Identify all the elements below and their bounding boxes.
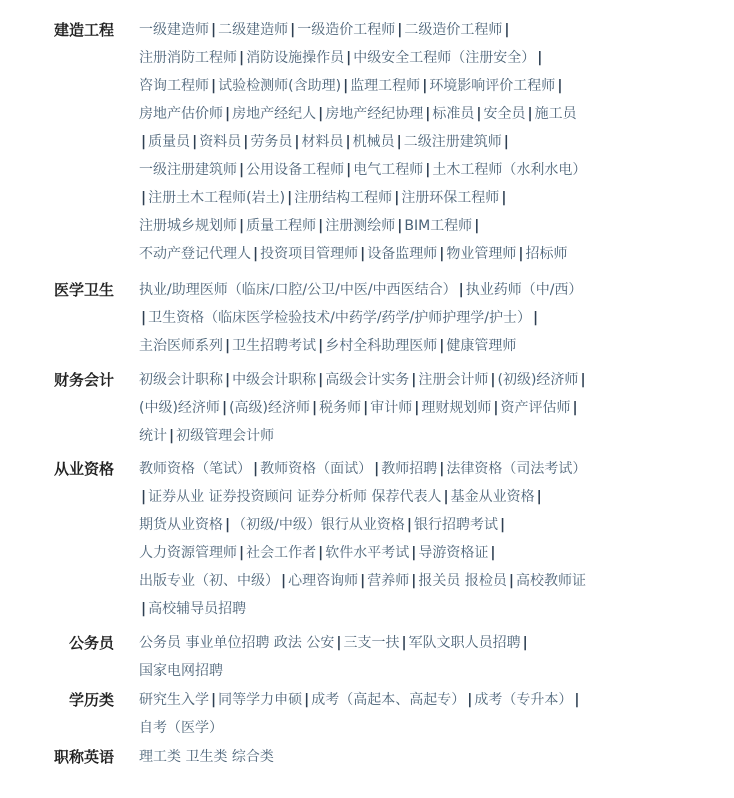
link-separator: | [574,692,580,708]
exam-link[interactable]: 公用设备工程师 [246,162,345,178]
link-separator: | [318,545,324,561]
link-separator: | [253,461,259,477]
category-heading: 公务员 [68,634,114,652]
link-separator: | [253,246,259,262]
exam-link[interactable]: 国家电网招聘 [139,663,223,679]
category-heading: 财务会计 [53,371,114,389]
link-separator: | [411,545,417,561]
category-heading: 医学卫生 [53,281,114,299]
exam-link[interactable]: 环境影响评价工程师 [429,78,556,94]
link-separator: | [346,50,352,66]
exam-link[interactable]: 注册城乡规划师 [139,218,237,234]
link-separator: | [211,22,217,38]
link-separator: | [504,22,510,38]
exam-link[interactable]: 高校辅导员招聘 [148,601,247,617]
category-link-row [139,336,516,356]
link-separator: | [411,372,417,388]
category-link-row [139,515,507,535]
exam-link[interactable]: 设备监理师 [367,246,438,262]
category-link-row [139,104,577,124]
link-separator: | [211,78,217,94]
exam-link[interactable]: 高校教师证 [515,573,586,589]
category-link-row [139,132,511,152]
category-link-row [139,160,586,180]
link-separator: | [374,461,380,477]
link-separator: | [225,372,231,388]
exam-link[interactable]: 报关员 报检员 [418,573,507,589]
exam-link[interactable]: 咨询工程师 [139,78,209,94]
link-separator: | [243,134,249,150]
category-link-row [139,690,582,710]
link-separator: | [536,489,542,505]
link-separator: | [508,573,514,589]
category-link-row [139,633,530,653]
exam-link[interactable]: 中级安全工程师（注册安全） [353,50,536,66]
exam-link[interactable]: 物业管理师 [446,246,517,262]
link-separator: | [239,50,245,66]
link-separator: | [225,517,231,533]
link-separator: | [192,134,198,150]
link-separator: | [312,400,318,416]
category-link-row [139,370,588,390]
exam-link[interactable]: 劳务员 [250,134,293,150]
exam-link[interactable]: 监理工程师 [350,78,421,94]
link-separator: | [580,372,586,388]
link-separator: | [490,545,496,561]
exam-link[interactable]: 二级建造师 [218,22,289,38]
link-separator: | [394,190,400,206]
exam-link[interactable]: 健康管理师 [446,338,517,354]
link-separator: | [493,400,499,416]
exam-link[interactable]: 软件水平考试 [325,545,410,561]
exam-link[interactable]: 二级造价工程师 [404,22,503,38]
exam-link[interactable]: 资产评估师 [500,400,571,416]
link-separator: | [490,372,496,388]
link-separator: | [304,692,310,708]
exam-link[interactable]: (中级)经济师 [139,400,220,416]
link-separator: | [141,190,147,206]
exam-link[interactable]: 理工类 卫生类 综合类 [139,749,274,765]
exam-link[interactable]: 出版专业（初、中级） [139,573,279,589]
exam-link[interactable]: 期货从业资格 [139,517,223,533]
exam-link[interactable]: 注册测绘师 [325,218,396,234]
exam-link[interactable]: 标准员 [432,106,475,122]
category-link-row [139,426,274,446]
exam-link[interactable]: 一级注册建筑师 [139,162,237,178]
exam-link[interactable]: 招标师 [525,246,568,262]
link-separator: | [411,573,417,589]
exam-link[interactable]: 法律资格（司法考试） [446,461,587,477]
link-separator: | [239,545,245,561]
category-link-row [139,216,481,236]
exam-link[interactable]: (高级)经济师 [229,400,310,416]
exam-link[interactable]: 注册结构工程师 [294,190,393,206]
exam-link[interactable]: 社会工作者 [246,545,317,561]
link-separator: | [499,517,506,533]
exam-link[interactable]: 军队文职人员招聘 [408,635,521,651]
exam-link[interactable]: 消防设施操作员 [246,50,345,66]
exam-link[interactable]: 自考（医学） [139,720,223,736]
link-separator: | [141,310,147,326]
link-separator: | [336,635,342,651]
category-link-row [139,661,223,681]
category-heading: 从业资格 [53,460,114,478]
category-link-row [139,718,223,738]
link-separator: | [557,78,563,94]
category-link-row [139,571,586,591]
exam-link[interactable]: 一级建造师 [139,22,209,38]
category-link-row [139,487,544,507]
exam-link[interactable]: 税务师 [319,400,362,416]
link-separator: | [527,106,533,122]
exam-link[interactable]: 注册环保工程师 [401,190,500,206]
link-separator: | [439,461,445,477]
exam-link[interactable]: 电气工程师 [353,162,424,178]
link-separator: | [318,372,324,388]
category-link-row [139,48,544,68]
exam-link[interactable]: 质量工程师 [246,218,317,234]
exam-link[interactable]: 执业/助理医师（临床/口腔/公卫/中医/中西医结合） [139,282,457,298]
exam-link[interactable]: 土木工程师（水利水电） [432,162,587,178]
link-separator: | [501,190,507,206]
exam-link[interactable]: 房地产经纪人 [232,106,317,122]
link-separator: | [439,246,445,262]
link-separator: | [522,635,528,651]
exam-link[interactable]: 成考（专升本） [474,692,573,708]
link-separator: | [318,106,324,122]
category-heading: 职称英语 [53,748,114,766]
exam-link[interactable]: 卫生资格（临床医学检验技术/中药学/药学/护师护理学/护士） [148,310,531,326]
link-separator: | [318,218,324,234]
exam-link[interactable]: 材料员 [301,134,344,150]
exam-link[interactable]: 安全员 [483,106,526,122]
link-separator: | [169,428,175,444]
link-separator: | [343,78,349,94]
exam-link[interactable]: 中级会计职称 [232,372,317,388]
link-separator: | [360,573,366,589]
link-separator: | [476,106,482,122]
exam-link[interactable]: 人力资源管理师 [139,545,237,561]
link-separator: | [503,134,509,150]
link-separator: | [397,218,403,234]
category-heading: 学历类 [68,691,114,709]
link-separator: | [518,246,524,262]
link-separator: | [141,134,147,150]
exam-link[interactable]: 资料员 [199,134,242,150]
exam-link[interactable]: 心理咨询师 [288,573,359,589]
category-link-row [139,280,582,300]
link-separator: | [401,635,407,651]
exam-link[interactable]: 理财规划师 [421,400,492,416]
exam-link[interactable]: 公务员 事业单位招聘 政法 公安 [139,635,335,651]
exam-link[interactable]: 证券从业 证券投资顾问 证券分析师 保荐代表人 [148,489,442,505]
exam-link[interactable]: 三支一扶 [343,635,400,651]
link-separator: | [572,400,578,416]
category-link-row [139,188,508,208]
link-separator: | [439,338,445,354]
exam-link[interactable]: 试验检测师(含助理) [218,78,342,94]
exam-link[interactable]: 卫生招聘考试 [232,338,317,354]
link-separator: | [406,517,412,533]
link-separator: | [211,692,217,708]
link-separator: | [396,134,402,150]
link-separator: | [360,246,366,262]
category-link-row [139,76,564,96]
category-heading: 建造工程 [53,21,114,39]
exam-link[interactable]: 教师招聘 [381,461,438,477]
link-separator: | [397,22,403,38]
exam-link[interactable]: 教师资格（面试） [260,461,373,477]
link-separator: | [294,134,300,150]
exam-link[interactable]: 不动产登记代理人 [139,246,251,262]
exam-link[interactable]: 主治医师系列 [139,338,223,354]
link-separator: | [225,338,231,354]
exam-link[interactable]: 机械员 [352,134,395,150]
link-separator: | [363,400,369,416]
link-separator: | [458,282,464,298]
exam-link[interactable]: 基金从业资格 [450,489,535,505]
exam-link[interactable]: 成考（高起本、高起专） [311,692,466,708]
category-link-row [139,747,274,767]
exam-link[interactable]: 一级造价工程师 [297,22,396,38]
exam-link[interactable]: 初级会计职称 [139,372,223,388]
exam-link[interactable]: 质量员 [148,134,191,150]
exam-link[interactable]: 注册土木工程师(岩土) [148,190,286,206]
exam-link[interactable]: 二级注册建筑师 [403,134,502,150]
exam-link[interactable]: 施工员 [534,106,577,122]
category-link-row [139,599,246,619]
link-separator: | [422,78,428,94]
category-link-row [139,459,586,479]
link-separator: | [425,162,431,178]
link-separator: | [290,22,296,38]
exam-link[interactable]: 研究生入学 [139,692,209,708]
exam-link[interactable]: 投资项目管理师 [260,246,359,262]
link-separator: | [345,134,351,150]
link-separator: | [425,106,431,122]
exam-link[interactable]: 营养师 [367,573,410,589]
link-separator: | [141,601,147,617]
exam-link[interactable]: 高级会计实务 [325,372,410,388]
link-separator: | [467,692,473,708]
link-separator: | [141,489,147,505]
category-link-row [139,244,568,264]
link-separator: | [239,162,245,178]
link-separator: | [474,218,480,234]
link-separator: | [537,50,543,66]
link-separator: | [346,162,352,178]
category-link-row [139,20,512,40]
link-separator: | [225,106,231,122]
exam-link[interactable]: 注册会计师 [418,372,489,388]
category-link-row [139,543,498,563]
exam-link[interactable]: 审计师 [370,400,413,416]
exam-link[interactable]: BIM工程师 [404,218,473,234]
link-separator: | [443,489,449,505]
exam-link[interactable]: 统计 [139,428,167,444]
exam-link[interactable]: 房地产估价师 [139,106,223,122]
link-separator: | [287,190,293,206]
link-separator: | [239,218,245,234]
exam-link[interactable]: 乡村全科助理医师 [325,338,438,354]
link-separator: | [221,400,228,416]
exam-link[interactable]: 教师资格（笔试） [139,461,251,477]
category-link-row [139,398,580,418]
link-separator: | [533,310,539,326]
link-separator: | [318,338,324,354]
link-separator: | [414,400,420,416]
exam-link[interactable]: 执业药师（中/西） [465,282,583,298]
exam-link[interactable]: （初级/中级）银行从业资格 [232,517,405,533]
exam-link[interactable]: 银行招聘考试 [413,517,498,533]
exam-link[interactable]: (初级)经济师 [497,372,579,388]
exam-link[interactable]: 导游资格证 [418,545,489,561]
exam-link[interactable]: 注册消防工程师 [139,50,237,66]
exam-link[interactable]: 房地产经纪协理 [325,106,424,122]
category-link-row [139,308,540,328]
exam-link[interactable]: 初级管理会计师 [176,428,275,444]
exam-link[interactable]: 同等学力申硕 [218,692,303,708]
link-separator: | [281,573,287,589]
